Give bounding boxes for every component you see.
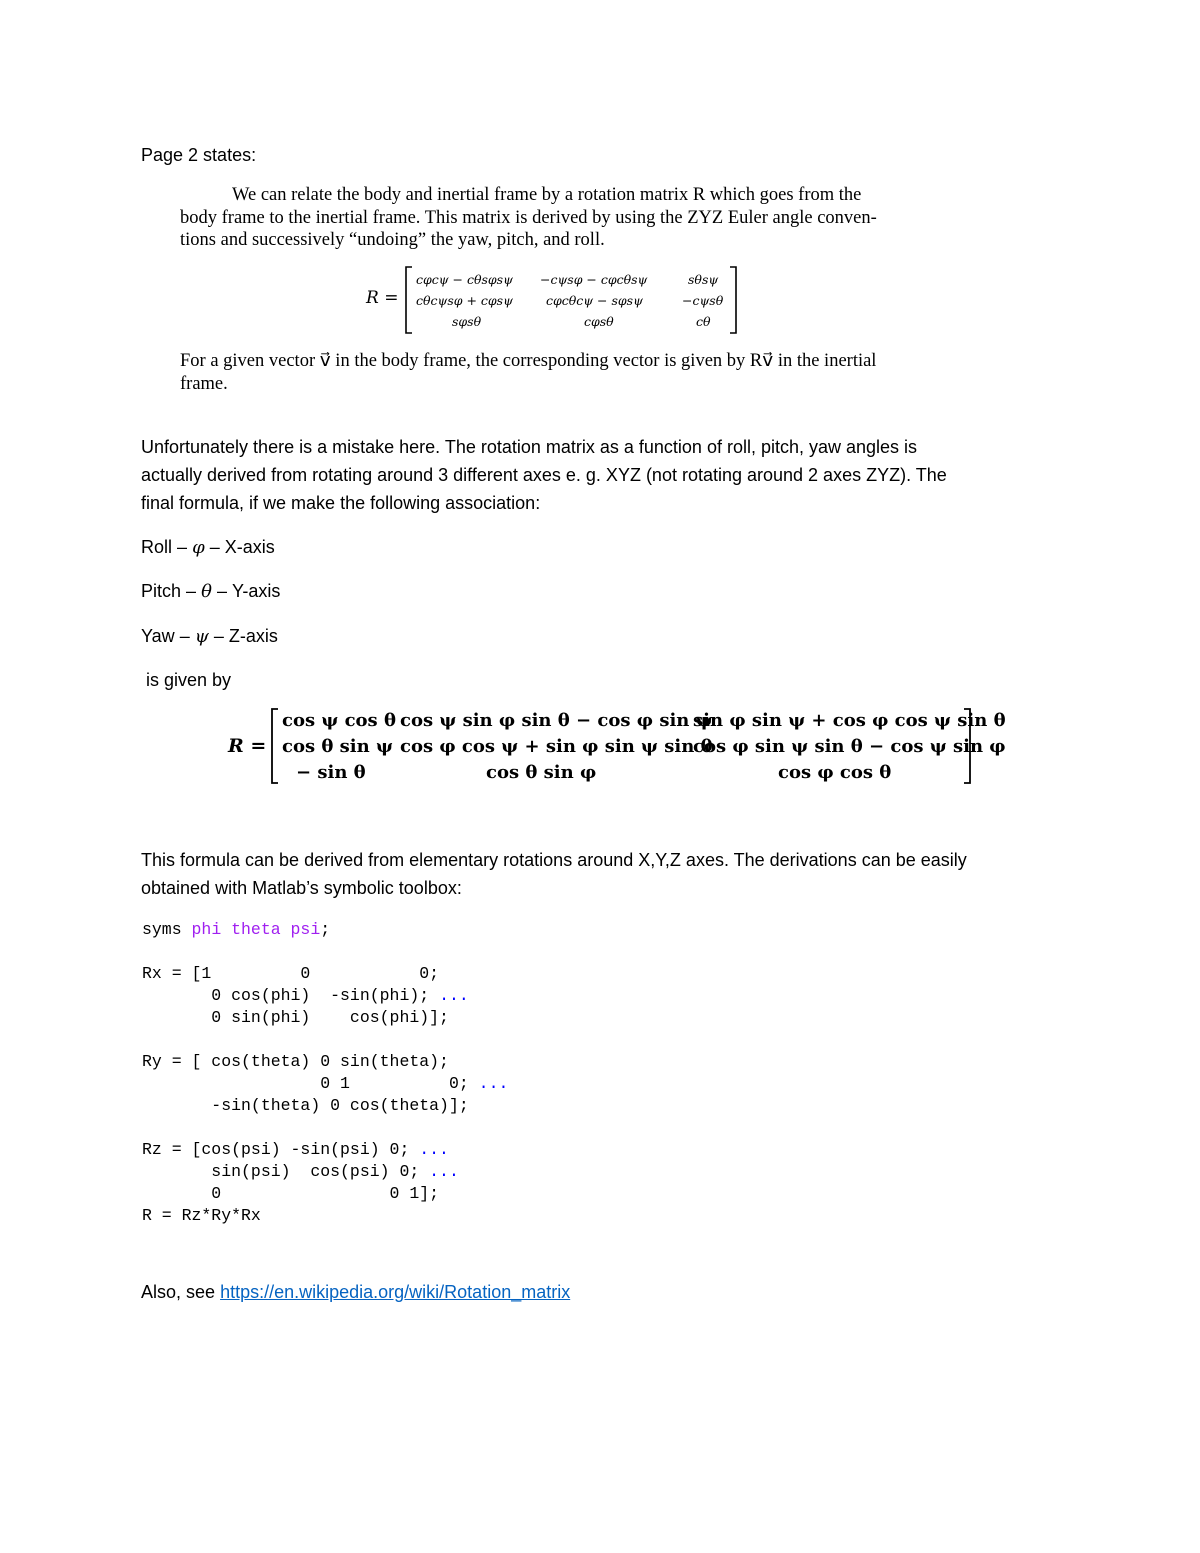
right-bracket-icon (962, 708, 972, 784)
association-axis: Y-axis (231, 581, 281, 601)
paragraph-line: obtained with Matlab’s symbolic toolbox: (141, 878, 462, 898)
matrix-label: R = (366, 288, 399, 308)
formula-cell: cos ψ cos θ (282, 710, 396, 731)
association-sep: – (186, 581, 197, 601)
formula-cell: − sin θ (296, 762, 366, 783)
code-text: 0 cos(phi) -sin(phi); (142, 986, 430, 1005)
quote-line: tions and successively “undoing” the yaw, pitch, and roll. (180, 230, 605, 250)
code-line (142, 1161, 508, 1183)
code-line: Rx = [1 0 0; (142, 964, 440, 983)
intro-text: Page 2 states: (141, 145, 257, 165)
matlab-code (142, 919, 508, 1227)
code-line (142, 1139, 508, 1161)
formula-cell: cos ψ sin φ sin θ − cos φ sin ψ (400, 710, 713, 731)
formula-matrix (228, 708, 1006, 784)
formula-cell: cos φ cos ψ + sin φ sin ψ sin θ (400, 736, 713, 757)
quoted-excerpt (180, 184, 877, 252)
code-text: sin(psi) cos(psi) 0; (142, 1162, 420, 1181)
code-line (142, 1117, 508, 1139)
association-name: Yaw (141, 626, 175, 646)
paragraph-line: final formula, if we make the following association: (141, 493, 541, 513)
left-bracket-icon (404, 266, 414, 334)
formula-cell: sin φ sin ψ + cos φ cos ψ sin θ (693, 710, 1006, 731)
matrix-cell: sθsψ (688, 272, 719, 287)
quoted-matrix (360, 266, 740, 334)
code-variables: phi theta psi (191, 920, 321, 939)
code-line (142, 941, 508, 963)
association-symbol: φ (192, 537, 205, 558)
matrix-cell: cθ (696, 314, 711, 329)
association-sep: – (216, 581, 227, 601)
association-sep: – (213, 626, 224, 646)
quote-line: body frame to the inertial frame. This matrix is derived by using the ZYZ Euler angle conven- (180, 207, 877, 228)
quote-after (180, 350, 876, 395)
right-bracket-icon (728, 266, 738, 334)
paragraph-line: This formula can be derived from elementary rotations around X,Y,Z axes. The derivations can be easily (141, 850, 967, 870)
code-text: ; (320, 920, 331, 939)
code-line (142, 985, 508, 1007)
matrix-cell: cφcθcψ − sφsψ (546, 293, 643, 308)
paragraph-line: Unfortunately there is a mistake here. The rotation matrix as a function of roll, pitch, yaw angles is (141, 437, 918, 457)
code-text: Rz = [cos(psi) -sin(psi) 0; (142, 1140, 410, 1159)
given-by-text: is given by (146, 670, 232, 690)
code-line: 0 0 1]; (142, 1184, 440, 1203)
formula-cell: cos θ sin φ (486, 762, 597, 783)
association-axis: X-axis (224, 537, 275, 557)
also-see (141, 1278, 570, 1306)
association-symbol: θ (201, 581, 212, 602)
code-keyword: syms (142, 920, 182, 939)
quote-line: We can relate the body and inertial frame by a rotation matrix R which goes from the (232, 185, 862, 205)
formula-cell: cos θ sin ψ (282, 736, 393, 757)
association-symbol: ψ (194, 626, 209, 647)
matrix-cell: −cψsθ (682, 293, 724, 308)
wikipedia-link[interactable]: https://en.wikipedia.org/wiki/Rotation_matrix (220, 1282, 571, 1302)
association-name: Pitch (141, 581, 182, 601)
formula-cell: cos φ sin ψ sin θ − cos ψ sin φ (693, 736, 1006, 757)
association-pitch (141, 577, 280, 606)
code-line: 0 sin(phi) cos(phi)]; (142, 1008, 449, 1027)
also-see-prefix: Also, see (141, 1282, 216, 1302)
code-continuation: ... (439, 986, 469, 1005)
paragraph-line: actually derived from rotating around 3 different axes e. g. XYZ (not rotating around 2 axes ZYZ). The (141, 465, 947, 485)
association-sep: – (209, 537, 220, 557)
matrix-cell: cθcψsφ + cφsψ (416, 293, 513, 308)
code-continuation: ... (419, 1140, 449, 1159)
formula-cell: cos φ cos θ (778, 762, 892, 783)
code-line (142, 919, 508, 941)
code-line: R = Rz*Ry*Rx (142, 1206, 261, 1225)
code-line: Ry = [ cos(theta) 0 sin(theta); (142, 1052, 449, 1071)
code-line (142, 1029, 508, 1051)
quote-line: For a given vector v⃗ in the body frame, the corresponding vector is given by Rv⃗ in the inertial (180, 351, 877, 371)
matrix-cell: sφsθ (452, 314, 482, 329)
paragraph-derivation (141, 846, 967, 902)
paragraph-mistake (141, 433, 947, 517)
formula-label: R = (228, 735, 267, 757)
matrix-cell: −cψsφ − cφcθsψ (540, 272, 648, 287)
association-axis: Z-axis (228, 626, 278, 646)
quote-line: frame. (180, 373, 228, 394)
association-sep: – (179, 626, 190, 646)
association-name: Roll (141, 537, 173, 557)
code-continuation: ... (429, 1162, 459, 1181)
matrix-cell: cφsθ (584, 314, 614, 329)
code-line: -sin(theta) 0 cos(theta)]; (142, 1096, 469, 1115)
matrix-cell: cφcψ − cθsφsψ (416, 272, 513, 287)
association-yaw (141, 622, 278, 651)
association-sep: – (177, 537, 188, 557)
left-bracket-icon (270, 708, 280, 784)
code-text: 0 1 0; (142, 1074, 469, 1093)
association-roll (141, 533, 275, 562)
code-continuation: ... (478, 1074, 509, 1093)
code-line (142, 1073, 508, 1095)
